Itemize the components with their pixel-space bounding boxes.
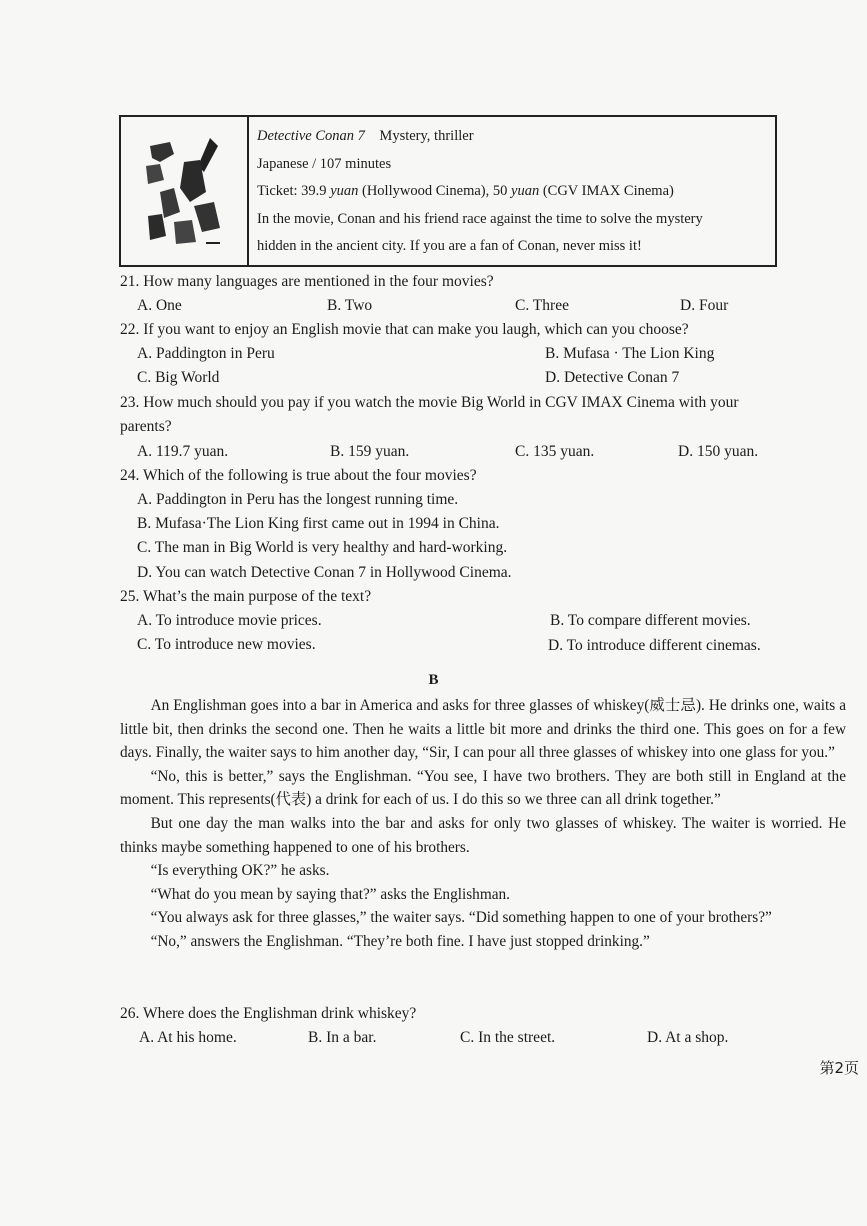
question-22-option-a: A. Paddington in Peru bbox=[137, 345, 275, 362]
ticket-mid: (Hollywood Cinema), 50 bbox=[358, 183, 512, 199]
question-23-option-d: D. 150 yuan. bbox=[678, 443, 759, 460]
movie-genre: Mystery, thriller bbox=[379, 128, 474, 144]
passage-paragraph: “You always ask for three glasses,” the waiter says. “Did something happen to one of your brothers?” bbox=[150, 909, 772, 927]
question-23-option-a: A. 119.7 yuan. bbox=[137, 443, 229, 460]
question-26-option-a: A. At his home. bbox=[139, 1029, 237, 1046]
question-22-option-d: D. Detective Conan 7 bbox=[545, 369, 680, 386]
question-26-stem: 26. Where does the Englishman drink whiskey? bbox=[120, 1005, 417, 1022]
question-26-option-c: C. In the street. bbox=[460, 1029, 556, 1046]
movie-info-text bbox=[249, 117, 713, 265]
question-22-stem: 22. If you want to enjoy an English movie that can make you laugh, which can you choose? bbox=[120, 321, 689, 338]
question-21-option-d: D. Four bbox=[680, 297, 729, 314]
question-25-stem: 25. What’s the main purpose of the text? bbox=[120, 588, 372, 605]
question-23-stem-line-2: parents? bbox=[120, 418, 172, 435]
question-23-option-b: B. 159 yuan. bbox=[330, 443, 410, 460]
question-25-option-d: D. To introduce different cinemas. bbox=[548, 637, 761, 654]
movie-desc-1: In the movie, Conan and his friend race against the time to solve the mystery bbox=[257, 210, 703, 227]
passage-b bbox=[120, 694, 846, 954]
question-24-option-a: A. Paddington in Peru has the longest running time. bbox=[137, 491, 459, 508]
movie-title-line bbox=[257, 123, 703, 151]
question-22-option-b: B. Mufasa · The Lion King bbox=[545, 345, 715, 362]
ticket-yuan-1: yuan bbox=[330, 183, 359, 199]
movie-language-length: Japanese / 107 minutes bbox=[257, 155, 392, 172]
question-25-option-a: A. To introduce movie prices. bbox=[137, 612, 322, 629]
passage-paragraph: “No, this is better,” says the Englishman. “You see, I have two brothers. They are both still in England at the moment. This represents(代表) a drink for each of us. I do this so we three can all drink together.” bbox=[120, 767, 846, 809]
movie-poster-image bbox=[140, 132, 228, 250]
passage-paragraph: But one day the man walks into the bar and asks for only two glasses of whiskey. The waiter is worried. He thinks maybe something happened to one of his brothers. bbox=[120, 814, 846, 856]
question-23-option-c: C. 135 yuan. bbox=[515, 443, 595, 460]
question-24-option-d: D. You can watch Detective Conan 7 in Hollywood Cinema. bbox=[137, 564, 512, 581]
movie-info-box bbox=[119, 115, 777, 267]
movie-ticket-line bbox=[257, 178, 703, 206]
question-26-option-d: D. At a shop. bbox=[647, 1029, 729, 1046]
question-24-option-c: C. The man in Big World is very healthy and hard-working. bbox=[137, 539, 508, 556]
ticket-suffix: (CGV IMAX Cinema) bbox=[539, 183, 674, 199]
question-26-option-b: B. In a bar. bbox=[308, 1029, 377, 1046]
question-22-option-c: C. Big World bbox=[137, 369, 220, 386]
question-21-option-b: B. Two bbox=[327, 297, 373, 314]
question-21-stem: 21. How many languages are mentioned in the four movies? bbox=[120, 273, 494, 290]
passage-paragraph: “Is everything OK?” he asks. bbox=[150, 862, 330, 880]
question-25-option-b: B. To compare different movies. bbox=[550, 612, 751, 629]
ticket-yuan-2: yuan bbox=[511, 183, 540, 199]
page-number: 第2页 bbox=[819, 1059, 859, 1077]
question-23-stem-line-1: 23. How much should you pay if you watch the movie Big World in CGV IMAX Cinema with your bbox=[120, 394, 739, 411]
movie-title: Detective Conan 7 bbox=[257, 128, 365, 144]
poster-cell bbox=[121, 117, 249, 265]
question-21-option-c: C. Three bbox=[515, 297, 569, 314]
question-24-stem: 24. Which of the following is true about the four movies? bbox=[120, 467, 477, 484]
passage-paragraph: “No,” answers the Englishman. “They’re both fine. I have just stopped drinking.” bbox=[150, 932, 650, 950]
passage-paragraph: An Englishman goes into a bar in America and asks for three glasses of whiskey(威士忌). He drinks one, waits a little bit, then drinks the second one. Then he waits a little bit more and drinks the third one. This goes on for a few days. Finally, the waiter says to him another day, “Sir, I can pour all three glasses of whiskey into one glass for you.” bbox=[120, 697, 846, 762]
question-21-option-a: A. One bbox=[137, 297, 182, 314]
question-24-option-b: B. Mufasa·The Lion King first came out in 1994 in China. bbox=[137, 515, 500, 532]
question-25-option-c: C. To introduce new movies. bbox=[137, 636, 316, 653]
passage-paragraph: “What do you mean by saying that?” asks the Englishman. bbox=[150, 885, 510, 903]
section-b-heading: B bbox=[428, 672, 439, 688]
ticket-prefix: Ticket: 39.9 bbox=[257, 183, 331, 199]
movie-desc-2: hidden in the ancient city. If you are a fan of Conan, never miss it! bbox=[257, 238, 642, 254]
